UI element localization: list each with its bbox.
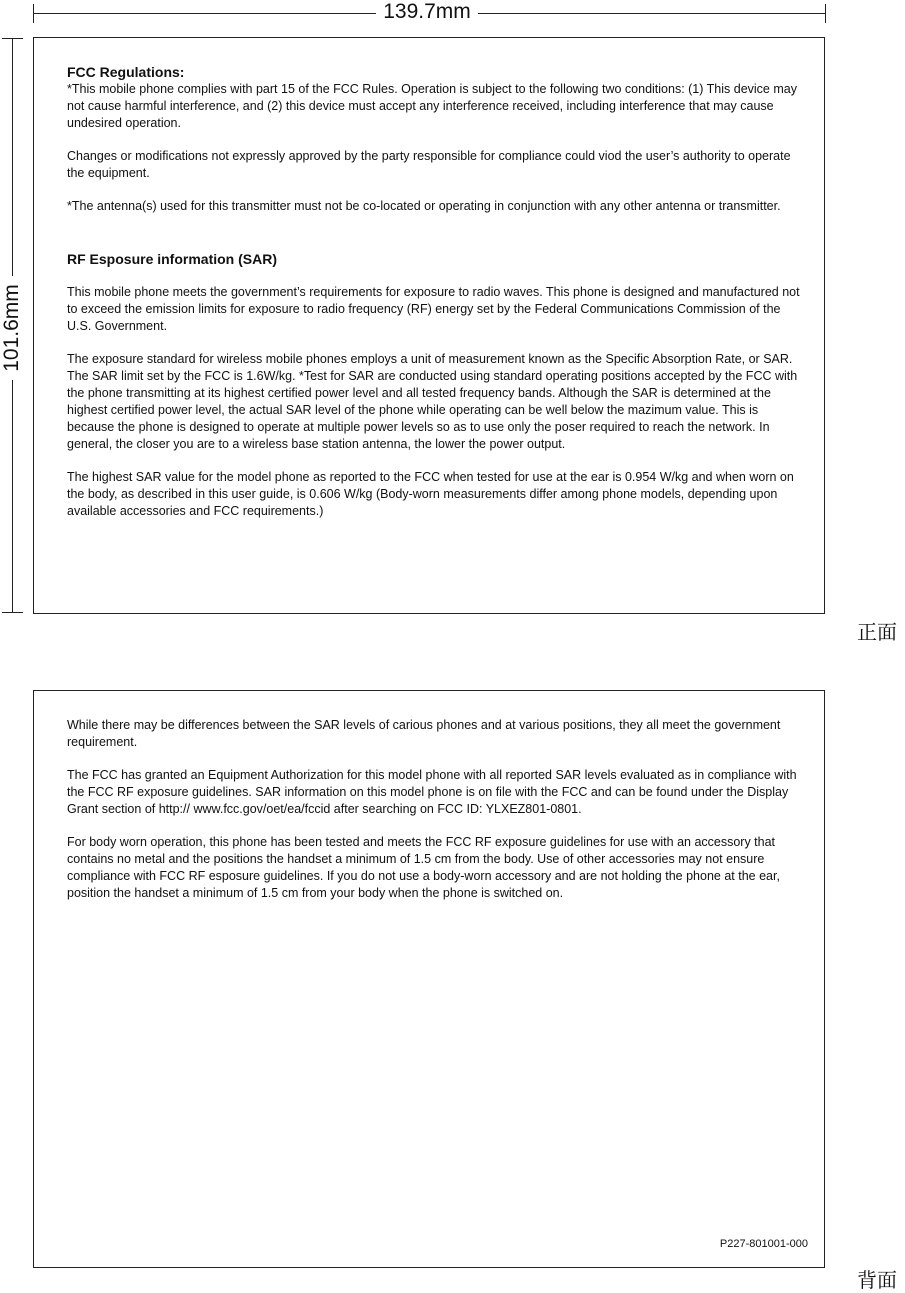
front-content [67,63,807,536]
front-panel [33,37,825,614]
height-dimension-label-box [0,276,24,380]
back-paragraph-2: The FCC has granted an Equipment Authorization for this model phone with all reported SAR levels evaluated as in compliance with the FCC RF exposure guidelines. SAR information on this model phone is on file with the FCC and can be found under the Display Grant section of http:// www.fcc.gov/oet/ea/fccid after searching on FCC ID: YLXEZ801-0801. [67,768,797,816]
height-dimension-label: 101.6mm [0,284,23,372]
rf-exposure-heading: RF Esposure information (SAR) [67,251,278,267]
width-dimension-label: 139.7mm [376,0,478,24]
back-paragraph-3: For body worn operation, this phone has been tested and meets the FCC RF exposure guidelines for use with an accessory that contains no metal and the positions the handset a minimum of 1.5 cm from the body. Use of other accessories may not ensure compliance with FCC RF esposure guidelines. If you do not use a body-worn accessory and are not holding the phone at the ear, position the handset a minimum of 1.5 cm from your body when the phone is switched on. [67,835,780,900]
back-content [67,717,807,918]
rf-paragraph-3: The highest SAR value for the model phone as reported to the FCC when tested for use at the ear is 0.954 W/kg and when worn on the body, as described in this user guide, is 0.606 W/kg (Body-worn measurements differ among phone models, depending upon available accessories and FCC requirements.) [67,470,794,518]
rf-paragraph-1: This mobile phone meets the government’s requirements for exposure to radio waves. This phone is designed and manufactured not to exceed the emission limits for exposure to radio frequency (RF) energy set by the Federal Communications Commission of the U.S. Government. [67,285,800,333]
fcc-paragraph-1: *This mobile phone complies with part 15 of the FCC Rules. Operation is subject to the following two conditions: (1) This device may not cause harmful interference, and (2) this device must accept any interference received, including interference that may cause undesired operation. [67,82,797,130]
fcc-regulations-heading: FCC Regulations: [67,64,185,80]
fcc-paragraph-2: Changes or modifications not expressly approved by the party responsible for compliance could viod the user’s authority to operate the equipment. [67,149,791,180]
back-paragraph-1: While there may be differences between the SAR levels of carious phones and at various positions, they all meet the government requirement. [67,718,781,749]
fcc-paragraph-3: *The antenna(s) used for this transmitter must not be co-located or operating in conjunction with any other antenna or transmitter. [67,199,781,213]
back-panel [33,690,825,1268]
rf-paragraph-2: The exposure standard for wireless mobile phones employs a unit of measurement known as the Specific Absorption Rate, or SAR. The SAR limit set by the FCC is 1.6W/kg. *Test for SAR are conducted using standard operating positions accepted by the FCC with the phone transmitting at its highest certified power level and all tested frequency bands. Although the SAR is determined at the highest certified power level, the actual SAR level of the phone while operating can be well below the mazimum value. This is because the phone is designed to operate at multiple power levels so as to use only the poser required to reach the network. In general, the closer you are to a wireless base station antenna, the lower the power output. [67,352,798,451]
part-number: P227-801001-000 [719,1238,808,1250]
front-side-label: 正面 [857,620,897,644]
back-side-label: 背面 [857,1268,897,1292]
